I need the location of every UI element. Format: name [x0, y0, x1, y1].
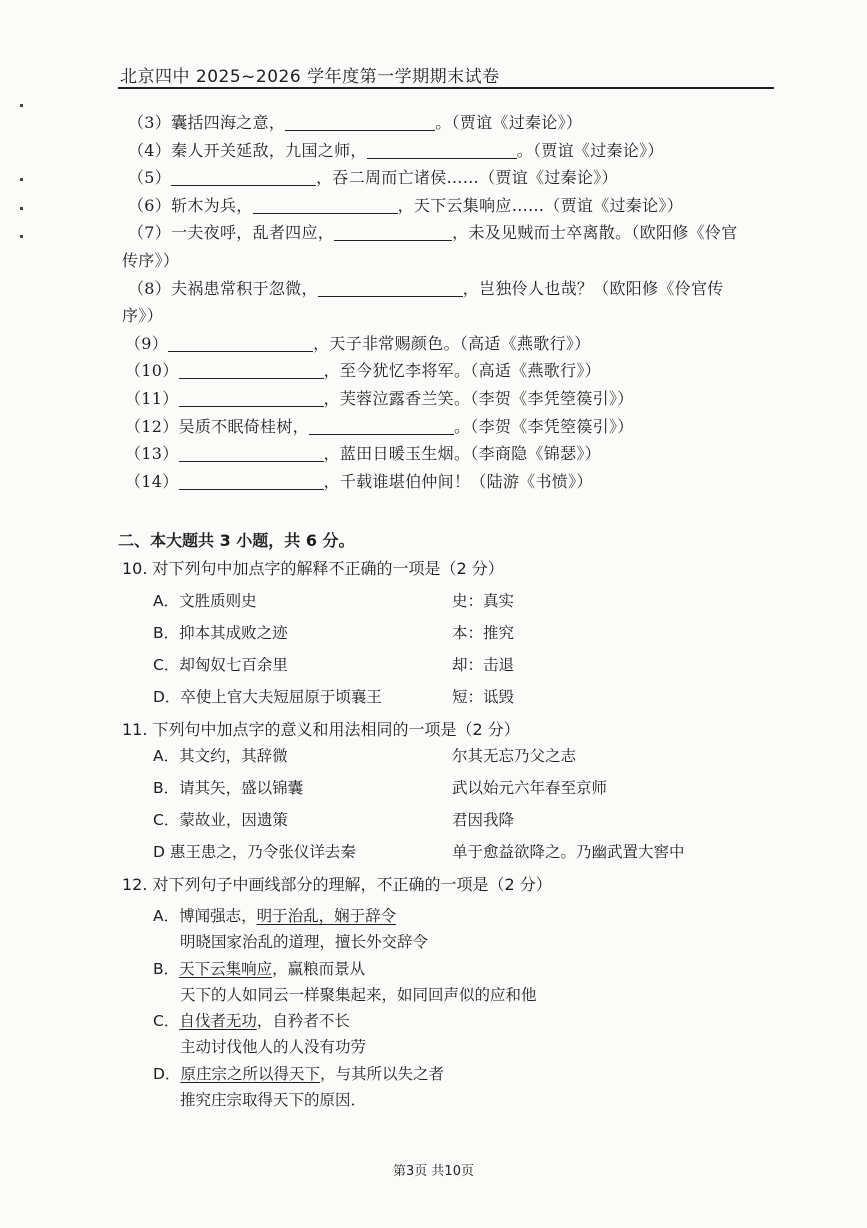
- fill-in-prefix: （8）夫祸患常积于忽微，: [128, 278, 318, 298]
- q12-option-c[interactable]: [153, 1009, 350, 1031]
- answer-blank[interactable]: [318, 280, 463, 297]
- fill-in-line: [128, 110, 582, 133]
- q10-option-c-gloss: 却：击退: [452, 656, 515, 674]
- q10-option-c[interactable]: C．却匈奴七百余里: [153, 656, 288, 674]
- fill-in-line: [122, 303, 163, 326]
- fill-in-line: [128, 193, 683, 216]
- fill-in-line: [125, 386, 634, 409]
- q12-option-b-interpretation: 天下的人如同云一样聚集起来，如同回声似的应和他: [180, 986, 537, 1004]
- question-10-stem: 10. 对下列句中加点字的解释不正确的一项是（2 分）: [122, 559, 504, 578]
- fill-in-suffix: ，岂独伶人也哉？（欧阳修《伶官传: [462, 278, 724, 298]
- q11-option-b-compare: 武以始元六年春至京师: [452, 779, 608, 797]
- answer-blank[interactable]: [285, 114, 435, 131]
- option-plain-text: ，与其所以失之者: [319, 1065, 444, 1083]
- fill-in-prefix: （10）: [125, 361, 179, 381]
- fill-in-prefix: （9）: [125, 333, 169, 353]
- fill-in-suffix: 。（贾谊《过秦论》）: [435, 113, 583, 132]
- fill-in-suffix: ，千载谁堪伯仲间！（陆游《书愤》）: [323, 471, 593, 491]
- fill-in-prefix: （14）: [125, 471, 179, 491]
- fill-in-line: [128, 220, 738, 243]
- answer-blank[interactable]: [179, 445, 324, 462]
- q12-option-a-interpretation: 明晓国家治乱的道理，擅长外交辞令: [180, 933, 429, 951]
- margin-mark: [20, 207, 23, 210]
- fill-in-prefix: （3）囊括四海之意，: [128, 113, 286, 132]
- fill-in-prefix: （13）: [125, 444, 179, 464]
- fill-in-line: [128, 138, 664, 161]
- q12-option-d-interpretation: 推究庄宗取得天下的原因．: [180, 1091, 367, 1109]
- fill-in-prefix: （12）吴质不眠倚桂树，: [125, 416, 309, 436]
- option-plain-text: ，自矜者不长: [256, 1012, 350, 1030]
- q10-option-b[interactable]: B．抑本其成败之迹: [153, 624, 288, 642]
- answer-blank[interactable]: [309, 418, 454, 435]
- fill-in-suffix: ，至今犹忆李将军。（高适《燕歌行》）: [323, 361, 601, 381]
- fill-in-prefix: （6）斩木为兵，: [128, 195, 253, 215]
- q10-option-b-gloss: 本：推究: [452, 624, 515, 642]
- option-label: D．: [153, 1065, 181, 1083]
- fill-in-line: [125, 331, 591, 354]
- q10-option-d-gloss: 短：诋毁: [452, 688, 515, 706]
- answer-blank[interactable]: [179, 390, 324, 407]
- option-label: B．: [153, 960, 180, 978]
- answer-blank[interactable]: [179, 362, 324, 379]
- fill-in-prefix: （4）秦人开关延敌，九国之师，: [128, 140, 367, 160]
- question-11-stem: 11. 下列句中加点字的意义和用法相同的一项是（2 分）: [122, 720, 520, 739]
- fill-in-prefix: 序》）: [122, 306, 163, 326]
- fill-in-line: [125, 358, 601, 381]
- fill-in-line: [125, 469, 593, 492]
- fill-in-prefix: 传序》）: [122, 251, 180, 270]
- answer-blank[interactable]: [367, 142, 517, 159]
- fill-in-line: [128, 165, 618, 188]
- q12-option-d[interactable]: [153, 1062, 444, 1084]
- fill-in-suffix: ，天子非常赐颜色。（高适《燕歌行》）: [313, 333, 591, 353]
- option-label: A．: [153, 907, 180, 925]
- q11-option-a[interactable]: A．其文约，其辞微: [153, 747, 288, 765]
- answer-blank[interactable]: [179, 473, 324, 490]
- q11-option-d[interactable]: D 惠王患之，乃令张仪详去秦: [153, 843, 356, 861]
- fill-in-suffix: ，蓝田日暖玉生烟。（李商隐《锦瑟》）: [323, 444, 601, 464]
- answer-blank[interactable]: [171, 169, 316, 186]
- fill-in-line: [122, 248, 179, 271]
- q11-option-c[interactable]: C．蒙故业，因遗策: [153, 811, 288, 829]
- page-header-title: 北京四中 2025~2026 学年度第一学期期末试卷: [120, 67, 500, 87]
- q12-option-a[interactable]: [153, 904, 396, 926]
- q11-option-b[interactable]: B．请其矢，盛以锦囊: [153, 779, 304, 797]
- option-underlined-text: 天下云集响应: [179, 960, 273, 978]
- header-rule: [118, 87, 774, 89]
- option-plain-text: 博闻强志，: [179, 907, 257, 925]
- option-underlined-text: 明于治乱，娴于辞令: [256, 907, 397, 925]
- fill-in-prefix: （7）一夫夜呼，乱者四应，: [128, 223, 335, 243]
- fill-in-suffix: 。（贾谊《过秦论》）: [516, 140, 664, 160]
- margin-mark: [20, 178, 23, 181]
- page-number: 第3页 共10页: [393, 1164, 474, 1179]
- fill-in-suffix: ，未及见贼而士卒离散。（欧阳修《伶官: [452, 223, 738, 243]
- q11-option-a-compare: 尔其无忘乃父之志: [452, 747, 577, 765]
- option-label: C．: [153, 1012, 180, 1030]
- section-title: 二、本大题共 3 小题，共 6 分。: [118, 531, 355, 550]
- fill-in-prefix: （11）: [125, 389, 179, 408]
- margin-mark: [20, 104, 23, 107]
- fill-in-prefix: （5）: [128, 168, 172, 188]
- fill-in-suffix: ，吞二周而亡诸侯……（贾谊《过秦论》）: [316, 168, 618, 188]
- fill-in-suffix: ，芙蓉泣露香兰笑。（李贺《李凭箜篌引》）: [323, 389, 634, 408]
- fill-in-line: [125, 414, 634, 437]
- option-underlined-text: 原庄宗之所以得天下: [180, 1065, 320, 1083]
- fill-in-suffix: 。（李贺《李凭箜篌引》）: [453, 416, 634, 436]
- margin-mark: [20, 235, 23, 238]
- q12-option-b[interactable]: [153, 957, 365, 979]
- fill-in-line: [128, 276, 724, 299]
- option-plain-text: ，赢粮而景从: [272, 960, 366, 978]
- answer-blank[interactable]: [334, 224, 452, 241]
- q12-option-c-interpretation: 主动讨伐他人的人没有功劳: [180, 1038, 367, 1056]
- fill-in-suffix: ，天下云集响应……（贾谊《过秦论》）: [397, 195, 683, 215]
- q10-option-d[interactable]: D．卒使上官大夫短屈原于顷襄王: [153, 688, 382, 706]
- answer-blank[interactable]: [253, 197, 398, 214]
- answer-blank[interactable]: [168, 335, 313, 352]
- question-12-stem: 12. 对下列句子中画线部分的理解，不正确的一项是（2 分）: [122, 875, 552, 894]
- q11-option-d-compare: 单于愈益欲降之。乃幽武置大窖中: [452, 843, 685, 861]
- q11-option-c-compare: 君因我降: [452, 811, 515, 829]
- q10-option-a[interactable]: A．文胜质则史: [153, 592, 257, 610]
- fill-in-line: [125, 441, 601, 464]
- q10-option-a-gloss: 史：真实: [452, 592, 515, 610]
- option-underlined-text: 自伐者无功: [179, 1012, 257, 1030]
